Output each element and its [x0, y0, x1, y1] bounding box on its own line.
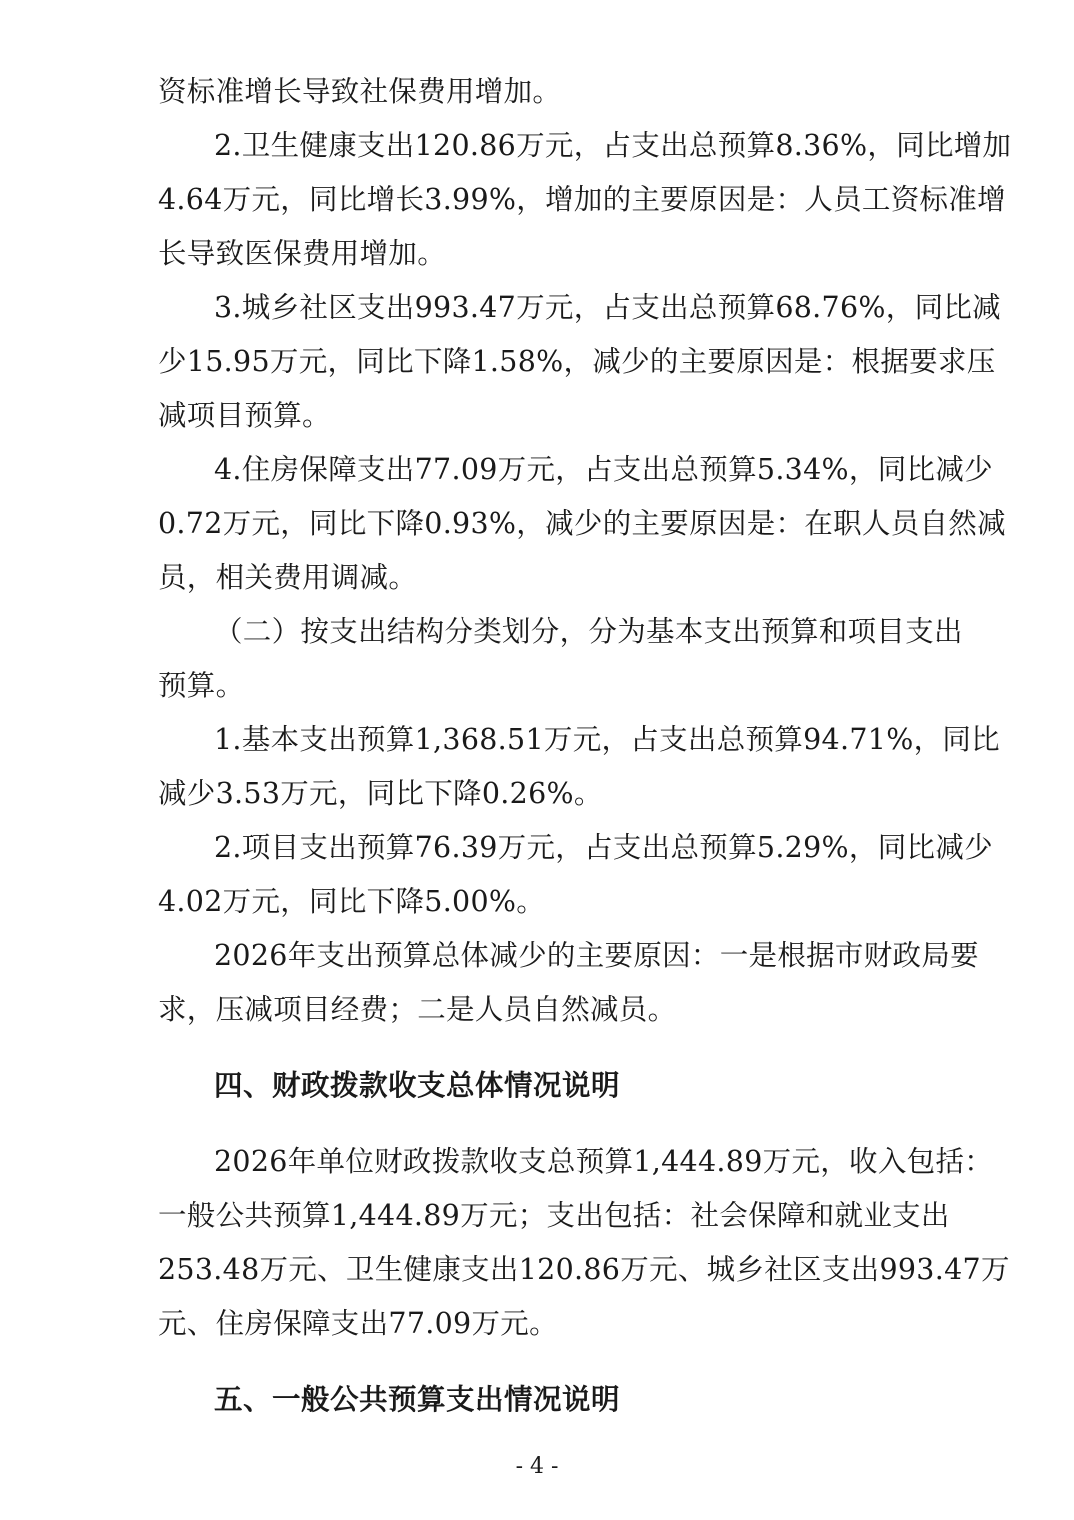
paragraph-line: 一般公共预算1,444.89万元；支出包括：社会保障和就业支出	[158, 1199, 950, 1232]
paragraph-line: 2026年支出预算总体减少的主要原因：一是根据市财政局要	[214, 939, 979, 972]
paragraph-line: 2.卫生健康支出120.86万元，占支出总预算8.36%，同比增加	[214, 129, 1012, 162]
paragraph-line: 员，相关费用调减。	[158, 561, 418, 594]
paragraph-line: 求，压减项目经费；二是人员自然减员。	[158, 993, 677, 1026]
page-number: - 4 -	[515, 1454, 559, 1479]
paragraph-line: 减项目预算。	[158, 399, 331, 432]
paragraph-line: 减少3.53万元，同比下降0.26%。	[158, 777, 603, 810]
paragraph-line: 少15.95万元，同比下降1.58%，减少的主要原因是：根据要求压	[158, 345, 996, 378]
section-heading: 五、一般公共预算支出情况说明	[214, 1383, 621, 1416]
paragraph-line: 2026年单位财政拨款收支总预算1,444.89万元，收入包括：	[214, 1145, 994, 1178]
paragraph-line: 预算。	[158, 669, 245, 702]
paragraph-line: 4.02万元，同比下降5.00%。	[158, 885, 546, 918]
paragraph-line: 4.64万元，同比增长3.99%，增加的主要原因是：人员工资标准增	[158, 183, 1006, 216]
paragraph-line: （二）按支出结构分类划分，分为基本支出预算和项目支出	[214, 615, 963, 648]
paragraph-line: 长导致医保费用增加。	[158, 237, 447, 270]
paragraph-line: 0.72万元，同比下降0.93%，减少的主要原因是：在职人员自然减	[158, 507, 1006, 540]
section-heading: 四、财政拨款收支总体情况说明	[214, 1069, 621, 1102]
paragraph-line: 3.城乡社区支出993.47万元，占支出总预算68.76%，同比减	[214, 291, 1001, 324]
paragraph-line: 253.48万元、卫生健康支出120.86万元、城乡社区支出993.47万	[158, 1253, 1010, 1286]
paragraph-line: 4.住房保障支出77.09万元，占支出总预算5.34%，同比减少	[214, 453, 993, 486]
paragraph-line: 元、住房保障支出77.09万元。	[158, 1307, 558, 1340]
paragraph-line: 资标准增长导致社保费用增加。	[158, 75, 562, 108]
paragraph-line: 1.基本支出预算1,368.51万元，占支出总预算94.71%，同比	[214, 723, 1000, 756]
paragraph-line: 2.项目支出预算76.39万元，占支出总预算5.29%，同比减少	[214, 831, 993, 864]
